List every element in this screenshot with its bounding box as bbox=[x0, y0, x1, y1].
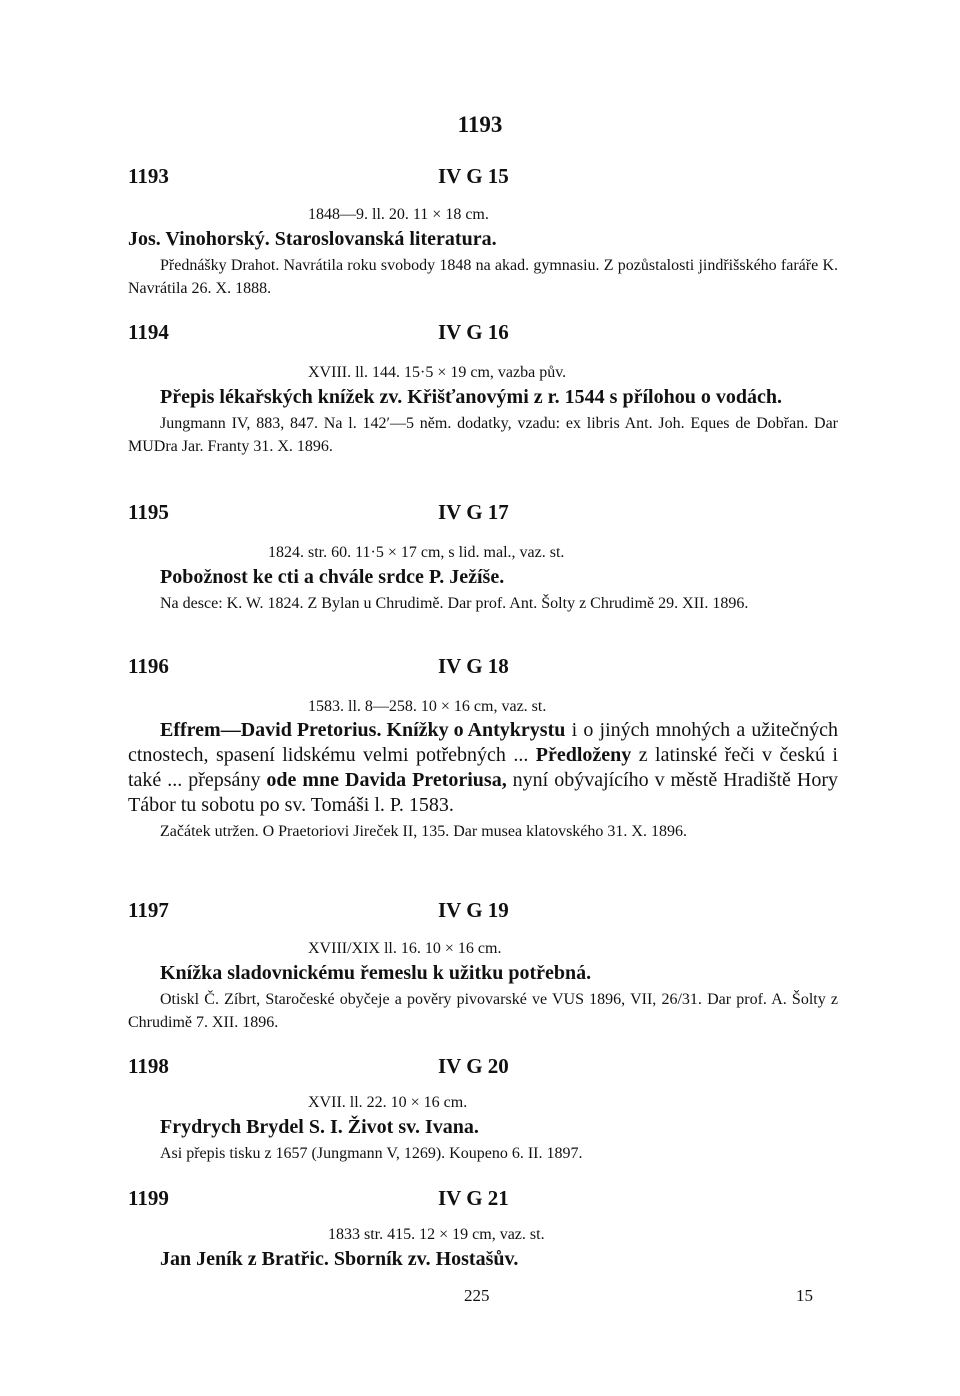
catalog-entry bbox=[128, 654, 838, 843]
page-number: 225 bbox=[464, 1286, 490, 1305]
entry-description: 1848—9. ll. 20. 11 × 18 cm. bbox=[308, 206, 489, 223]
catalog-entry bbox=[128, 320, 838, 458]
entry-signature: IV G 21 bbox=[438, 1186, 509, 1210]
entry-title-emphasis: Předloženy bbox=[535, 744, 632, 766]
entry-note: Na desce: K. W. 1824. Z Bylan u Chrudimě. Dar prof. Ant. Šolty z Chrudimě 29. XII. 1896. bbox=[160, 595, 749, 612]
entry-title: Jos. Vinohorský. Staroslovanská literatura. bbox=[128, 228, 497, 250]
entry-signature: IV G 20 bbox=[438, 1054, 509, 1078]
entry-title: Přepis lékařských knížek zv. Křišťanovými z r. 1544 s přílohou o vodách. bbox=[160, 386, 782, 408]
entry-title bbox=[128, 718, 838, 818]
entry-title-main: Effrem—David Pretorius. Knížky o Antykrystu bbox=[160, 719, 566, 741]
entry-header bbox=[128, 654, 838, 688]
entry-number: 1198 bbox=[128, 1054, 169, 1078]
entry-description: 1824. str. 60. 11·5 × 17 cm, s lid. mal., vaz. st. bbox=[268, 544, 565, 561]
entry-title: Knížka sladovnickému řemeslu k užitku potřebná. bbox=[160, 962, 592, 984]
entry-header bbox=[128, 320, 838, 354]
entry-description: XVIII. ll. 144. 15·5 × 19 cm, vazba pův. bbox=[308, 364, 567, 381]
entry-header bbox=[128, 898, 838, 932]
entry-number: 1193 bbox=[128, 164, 169, 188]
entry-description: 1833 str. 415. 12 × 19 cm, vaz. st. bbox=[328, 1226, 545, 1243]
entry-title-continuation: nyní obývajícího v městě Hradiště Hory Tábor tu sobotu po sv. Tomáši l. P. 1583. bbox=[128, 769, 838, 816]
entry-number: 1199 bbox=[128, 1186, 169, 1210]
entry-signature: IV G 15 bbox=[438, 164, 509, 188]
entry-header bbox=[128, 1186, 838, 1220]
entry-note: Přednášky Drahot. Navrátila roku svobody 1848 na akad. gymnasiu. Z pozůstalosti jindřišského faráře K. Navrátila 26. X. 1888. bbox=[128, 257, 838, 297]
entry-signature: IV G 16 bbox=[438, 320, 509, 344]
catalog-entry bbox=[128, 500, 838, 615]
entry-title: Jan Jeník z Bratřic. Sborník zv. Hostašův. bbox=[160, 1248, 519, 1270]
entry-title-emphasis: ode mne Davida Pretoriusa, bbox=[266, 769, 507, 791]
entry-header bbox=[128, 1054, 838, 1088]
entry-title-continuation: z latinské řeči v českú i také ... přepsány bbox=[128, 744, 838, 791]
entry-title: Pobožnost ke cti a chvále srdce P. Ježíše. bbox=[160, 566, 505, 588]
entry-header bbox=[128, 500, 838, 534]
entry-signature: IV G 17 bbox=[438, 500, 509, 524]
entry-signature: IV G 18 bbox=[438, 654, 509, 678]
entry-header bbox=[128, 164, 838, 198]
page-heading: 1193 bbox=[457, 112, 503, 137]
entry-number: 1194 bbox=[128, 320, 169, 344]
catalog-entry bbox=[128, 1054, 838, 1165]
entry-description: XVIII/XIX ll. 16. 10 × 16 cm. bbox=[308, 940, 502, 957]
entry-signature: IV G 19 bbox=[438, 898, 509, 922]
catalog-entry bbox=[128, 164, 838, 300]
entry-note: Otiskl Č. Zíbrt, Staročeské obyčeje a pověry pivovarské ve VUS 1896, VII, 26/31. Dar prof. A. Šolty z Chrudimě 7. XII. 1896. bbox=[128, 991, 838, 1031]
entry-note: Jungmann IV, 883, 847. Na l. 142′—5 něm. dodatky, vzadu: ex libris Ant. Joh. Eques de Dobřan. Dar MUDra Jar. Franty 31. X. 1896. bbox=[128, 415, 838, 455]
catalog-entry bbox=[128, 1186, 838, 1272]
entry-number: 1196 bbox=[128, 654, 169, 678]
entry-title: Frydrych Brydel S. I. Život sv. Ivana. bbox=[160, 1116, 479, 1138]
entry-description: 1583. ll. 8—258. 10 × 16 cm, vaz. st. bbox=[308, 698, 547, 715]
entry-description: XVII. ll. 22. 10 × 16 cm. bbox=[308, 1094, 468, 1111]
catalog-entry bbox=[128, 898, 838, 1034]
entry-number: 1197 bbox=[128, 898, 169, 922]
sheet-number: 15 bbox=[796, 1286, 813, 1305]
entry-number: 1195 bbox=[128, 500, 169, 524]
entry-title-continuation: i o jiných mnohých a užitečných ctnostech, spasení lidskému velmi potřebných ... bbox=[128, 719, 839, 766]
entry-note: Začátek utržen. O Praetoriovi Jireček II, 135. Dar musea klatovského 31. X. 1896. bbox=[160, 823, 687, 840]
entry-note: Asi přepis tisku z 1657 (Jungmann V, 1269). Koupeno 6. II. 1897. bbox=[160, 1145, 583, 1162]
